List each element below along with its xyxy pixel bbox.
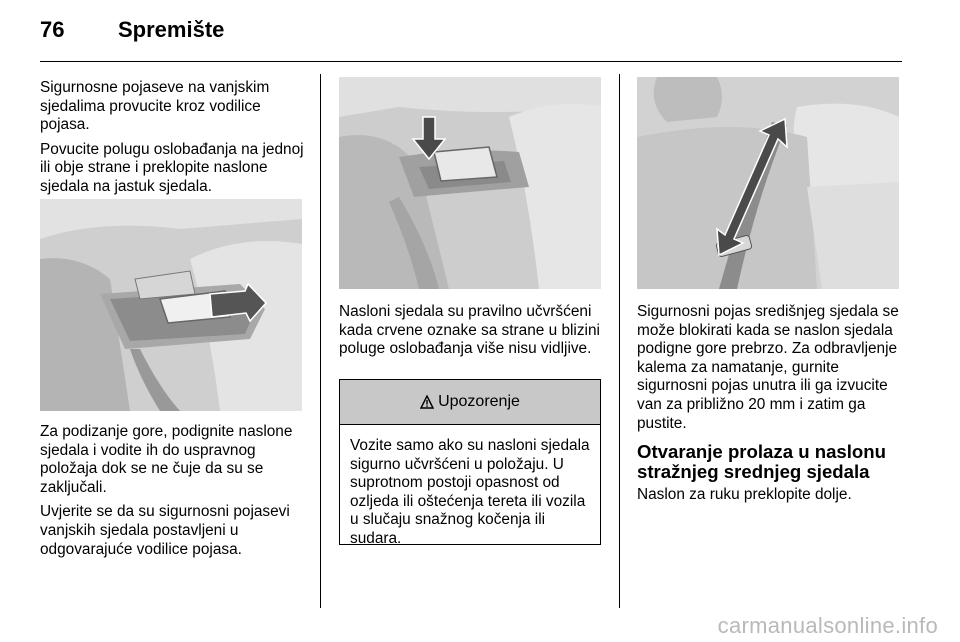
paragraph: Sigurnosne pojaseve na vanjskim sjedalima provucite kroz vodilice pojasa. xyxy=(40,79,270,134)
paragraph: Za podizanje gore, podignite naslone sjedala i vodite ih do uspravnog položaja dok se ne čuje da su se zaključali. xyxy=(40,423,293,496)
column-1-bottom xyxy=(40,423,315,565)
center-seatbelt-illustration xyxy=(637,77,899,289)
column-divider-2 xyxy=(619,74,620,608)
warning-title: Upozorenje xyxy=(438,393,520,410)
column-3-text xyxy=(637,303,907,439)
column-3-bottom xyxy=(637,486,907,511)
watermark: carmanualsonline.info xyxy=(717,613,938,638)
column-divider-1 xyxy=(320,74,321,608)
paragraph: Nasloni sjedala su pravilno učvršćeni kada crvene oznake sa strane u blizini poluge oslobađanja više nisu vidljive. xyxy=(339,303,600,358)
header-rule xyxy=(40,61,902,62)
section-heading: Otvaranje prolaza u naslonu stražnjeg srednjeg sjedala xyxy=(637,441,887,482)
paragraph: Povucite polugu oslobađanja na jednoj ili obje strane i preklopite naslone sjedala na jastuk sjedala. xyxy=(40,140,304,195)
column-2-text xyxy=(339,303,611,365)
paragraph: Naslon za ruku preklopite dolje. xyxy=(637,486,852,503)
seat-release-lever-illustration xyxy=(40,199,302,411)
warning-text: Vozite samo ako su nasloni sjedala sigurno učvršćeni u položaju. U suprotnom postoji opasnost od ozljeda ili oštećenja tereta ili vozila u slučaju snažnog kočenja ili sudara. xyxy=(350,437,590,547)
paragraph: Sigurnosni pojas središnjeg sjedala se može blokirati kada se naslon sjedala podigne gore prebrzo. Za odbravljenje kalema za namatanje, gurnite sigurnosni pojas unutra ili ga izvucite van za približno 20 mm i zatim ga pustite. xyxy=(637,303,899,432)
column-1-top xyxy=(40,79,310,203)
page-title: Spremište xyxy=(118,17,225,42)
warning-header xyxy=(340,380,600,425)
warning-box xyxy=(339,379,601,545)
warning-triangle-icon xyxy=(420,395,434,409)
page-number: 76 xyxy=(40,17,65,42)
paragraph: Uvjerite se da su sigurnosni pojasevi vanjskih sjedala postavljeni u odgovarajuće vodilice pojasa. xyxy=(40,503,290,558)
seat-back-marker-illustration xyxy=(339,77,601,289)
